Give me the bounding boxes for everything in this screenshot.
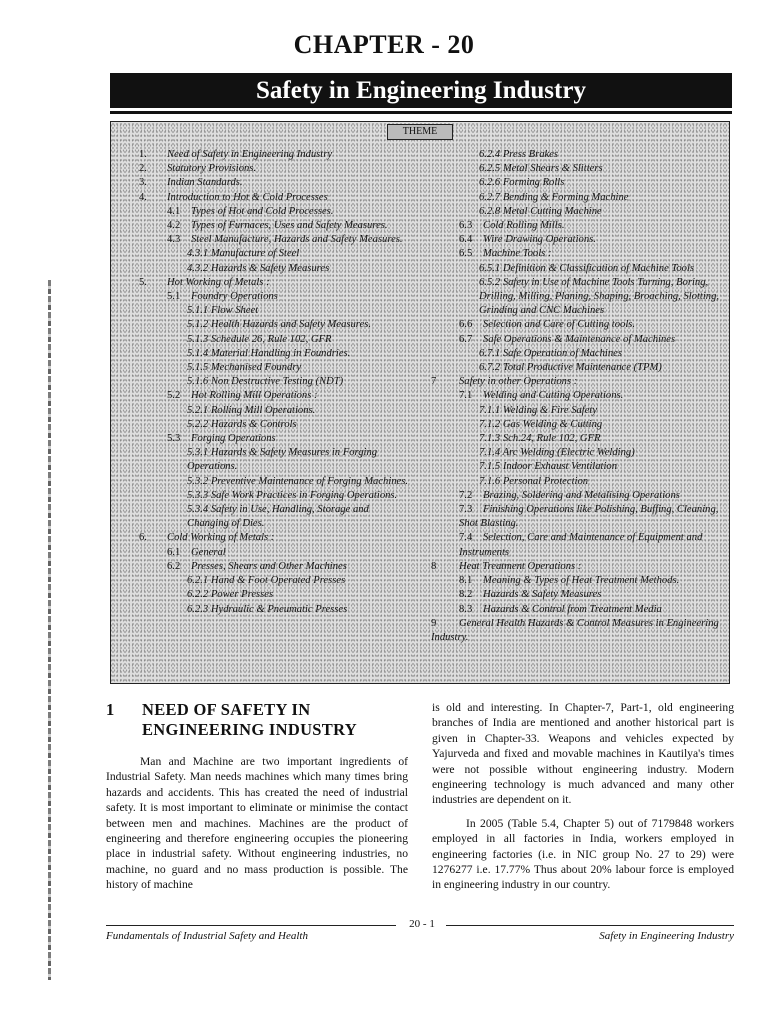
theme-item [139,475,409,489]
section-number: 1 [106,700,115,719]
theme-item [139,503,409,531]
theme-item-text: Selection, Care and Maintenance of Equipment and Instruments [459,532,703,558]
theme-item-text: Safety in other Operations : [459,376,578,388]
theme-item [139,176,409,190]
theme-item [431,446,727,460]
theme-item-number: 4. [139,191,147,203]
theme-item-text: 5.1.3 Schedule 26, Rule 102, GFR [187,333,332,345]
theme-item-text: 6.2.7 Bending & Forming Machine [479,191,629,203]
theme-item-number: 7 [431,376,437,388]
theme-item-text: Types of Furnaces, Uses and Safety Measures. [191,220,388,232]
theme-item-text: Foundry Operations [191,291,278,303]
theme-item-text: Hazards & Safety Measures [483,589,602,601]
theme-item [431,503,727,531]
theme-item [431,531,727,559]
theme-item [431,191,727,205]
theme-item-text: General [191,546,226,558]
theme-item [139,304,409,318]
theme-item-text: Selection and Care of Cutting tools. [483,319,636,331]
theme-item-text: 6.2.5 Metal Shears & Slitters [479,163,603,175]
theme-item [431,347,727,361]
theme-item [139,588,409,602]
theme-item-text: 7.1.3 Sch.24, Rule 102, GFR [479,433,601,445]
theme-item-number: 6.4 [459,234,473,246]
theme-item-text: Brazing, Soldering and Metalising Operations [483,489,680,501]
footer-rule-left [106,925,396,926]
theme-item [431,361,727,375]
theme-item [139,446,409,474]
theme-item-text: Steel Manufacture, Hazards and Safety Measures. [191,234,403,246]
theme-item-text: 6.5.1 Definition & Classification of Machine Tools [479,262,695,274]
theme-item-text: Presses, Shears and Other Machines [191,560,347,572]
theme-item [431,404,727,418]
theme-item-number: 8.2 [459,589,473,601]
theme-item-text: Hot Rolling Mill Operations : [191,390,318,402]
theme-item-text: Statutory Provisions. [167,163,257,175]
theme-item-text: 7.1.1 Welding & Fire Safety [479,404,598,416]
theme-item-number: 5.3 [167,433,181,445]
theme-item-text: 5.1.2 Health Hazards and Safety Measures. [187,319,371,331]
theme-item [139,531,409,545]
theme-item-number: 3. [139,177,147,189]
theme-item-text: Forging Operations [191,433,276,445]
theme-item-text: Machine Tools : [483,248,552,260]
theme-item-number: 6.5 [459,248,473,260]
theme-item [139,233,409,247]
theme-item [139,603,409,617]
theme-item-text: Need of Safety in Engineering Industry [167,149,333,160]
theme-item-text: 6.7.2 Total Productive Maintenance (TPM) [479,362,662,374]
theme-item-number: 1. [139,149,147,160]
body-column-right [432,700,734,893]
footer-chapter-title: Safety in Engineering Industry [599,930,734,942]
theme-item-text: 6.5.2 Safety in Use of Machine Tools Turning, Boring, Drilling, Milling, Planing, Shaping, Broaching, Slotting, Grinding and CNC Machines [479,276,720,317]
theme-item-text: 7.1.4 Arc Welding (Electric Welding) [479,447,635,459]
theme-item-number: 5. [139,276,147,288]
theme-item-text: Finishing Operations like Polishing, Buffing, Cleaning, Shot Blasting. [459,504,719,530]
footer-rule-right [446,925,734,926]
theme-item [139,333,409,347]
theme-item-text: 7.1.2 Gas Welding & Cutting [479,418,603,430]
footer-book-title: Fundamentals of Industrial Safety and Health [106,930,308,942]
theme-item [139,276,409,290]
theme-item [139,191,409,205]
theme-item [139,247,409,261]
theme-item [431,617,727,645]
theme-item-number: 5.2 [167,390,181,402]
section-title: NEED OF SAFETY IN ENGINEERING INDUSTRY [142,700,357,739]
theme-item-text: Wire Drawing Operations. [483,234,596,246]
theme-item [431,219,727,233]
theme-item [431,588,727,602]
scan-edge-artifact [48,280,51,980]
theme-item-text: Introduction to Hot & Cold Processes [167,191,328,203]
theme-item [139,546,409,560]
theme-item-text: 5.3.1 Hazards & Safety Measures in Forging Operations. [187,447,378,473]
theme-item-number: 7.4 [459,532,473,544]
body-paragraph: In 2005 (Table 5.4, Chapter 5) out of 7179848 workers employed in all factories in India, workers employed in engineering factories (i.e. in NIC group No. 27 to 29) were 1276277 i.e. 17.77% Thus about 20% labour force is employed in engineering industry in our country. [432,816,734,892]
theme-item-text: 7.1.6 Personal Protection [479,475,589,487]
theme-box [110,121,730,684]
theme-item-text: 5.3.3 Safe Work Practices in Forging Operations. [187,489,398,501]
theme-item-number: 6.1 [167,546,181,558]
theme-item-number: 4.3 [167,234,181,246]
theme-item [139,489,409,503]
theme-item-text: 5.2.2 Hazards & Controls [187,418,297,430]
theme-item [431,432,727,446]
theme-item-number: 2. [139,163,147,175]
theme-item-number: 6.3 [459,220,473,232]
theme-item [431,389,727,403]
theme-item-text: 6.7.1 Safe Operation of Machines [479,347,622,359]
theme-item-number: 6.6 [459,319,473,331]
theme-item-text: Meaning & Types of Heat Treatment Methods. [483,575,680,587]
theme-item [431,574,727,588]
theme-item-text: 5.3.2 Preventive Maintenance of Forging Machines. [187,475,409,487]
theme-item [431,560,727,574]
theme-item-number: 5.1 [167,291,181,303]
theme-item [139,418,409,432]
theme-item [431,318,727,332]
theme-item-text: 7.1.5 Indoor Exhaust Ventilation [479,461,618,473]
theme-item-text: 6.2.2 Power Presses [187,589,274,601]
theme-item-text: 5.2.1 Rolling Mill Operations. [187,404,316,416]
theme-item [139,318,409,332]
theme-item-number: 8.3 [459,603,473,615]
theme-label: THEME [387,124,453,140]
body-paragraph: Man and Machine are two important ingredients of Industrial Safety. Man needs machines which many times bring hazards and accidents. This has created the need of industrial safety. It is most important to eliminate or minimise the contact between men and machines. Machines are the product of engineering and therefore engineering occupies the pioneering place in industrial safety. Without engineering industries, no machine, no guard and no mass production is possible. The history of machine [106,755,408,892]
theme-item [431,603,727,617]
theme-item-text: 5.1.4 Material Handling in Foundries. [187,347,351,359]
theme-item-number: 7.2 [459,489,473,501]
theme-item [431,460,727,474]
theme-item [431,375,727,389]
theme-item [139,205,409,219]
theme-item [139,375,409,389]
theme-item [431,247,727,261]
body-paragraph: is old and interesting. In Chapter-7, Part-1, old engineering branches of India are mentioned and another historical part is given in Chapter-33. Weapons and vehicles expected by Yajurveda and fixed and movable machines in Kautilya's times were not possible without engineering industry. Modern engineering technology is much advanced and many other industries are dependent on it. [432,701,734,807]
theme-item [431,162,727,176]
theme-item [139,404,409,418]
theme-item-text: 6.2.1 Hand & Foot Operated Presses [187,575,346,587]
theme-item-text: 5.3.4 Safety in Use, Handling, Storage and Changing of Dies. [187,504,369,530]
theme-item-text: 5.1.6 Non Destructive Testing (NDT) [187,376,344,388]
theme-item [139,162,409,176]
theme-item-text: Safe Operations & Maintenance of Machines [483,333,676,345]
theme-item-text: 5.1.1 Flow Sheet [187,305,259,317]
theme-item-text: General Health Hazards & Control Measures in Engineering Industry. [431,617,719,643]
theme-item [139,574,409,588]
theme-item-number: 9 [431,617,437,629]
theme-item [431,176,727,190]
theme-item-text: 6.2.3 Hydraulic & Pneumatic Presses [187,603,348,615]
theme-item [431,276,727,319]
theme-item [431,418,727,432]
theme-item-number: 6.7 [459,333,473,345]
body-column-left [106,754,408,893]
theme-item-text: Indian Standards. [167,177,243,189]
theme-item-text: 6.2.8 Metal Cutting Machine [479,205,602,217]
theme-item-text: Cold Working of Metals : [167,532,275,544]
chapter-label: CHAPTER - 20 [293,30,475,59]
theme-item-text: Hot Working of Metals : [167,276,270,288]
theme-item [139,389,409,403]
theme-item [431,205,727,219]
theme-item-number: 8.1 [459,575,473,587]
chapter-title: Safety in Engineering Industry [110,73,732,111]
theme-item [431,475,727,489]
theme-item [139,361,409,375]
theme-item [139,432,409,446]
theme-item [431,148,727,162]
theme-item [139,290,409,304]
theme-item-number: 8 [431,560,437,572]
theme-item-text: 5.1.5 Mechanised Foundry [187,362,302,374]
theme-item-text: 4.3.1 Manufacture of Steel [187,248,300,260]
theme-item-text: 6.2.4 Press Brakes [479,149,559,160]
theme-item-number: 6. [139,532,147,544]
theme-item [431,262,727,276]
theme-item [139,219,409,233]
theme-item-text: Cold Rolling Mills. [483,220,565,232]
theme-item-text: Hazards & Control from Treatment Media [483,603,662,615]
theme-item-text: Welding and Cutting Operations. [483,390,624,402]
theme-item-number: 7.1 [459,390,473,402]
theme-item-text: 4.3.2 Hazards & Safety Measures [187,262,330,274]
theme-item [139,347,409,361]
theme-item-number: 4.2 [167,220,181,232]
theme-column-right [431,148,727,645]
theme-item-number: 7.3 [459,504,473,516]
theme-item [139,262,409,276]
theme-column-left [139,148,409,617]
theme-item-text: Heat Treatment Operations : [459,560,582,572]
theme-item [139,560,409,574]
theme-item [431,233,727,247]
theme-item [431,489,727,503]
theme-item-number: 6.2 [167,560,181,572]
theme-item-text: Types of Hot and Cold Processes. [191,205,334,217]
theme-item [431,333,727,347]
theme-item-text: 6.2.6 Forming Rolls [479,177,565,189]
theme-item-number: 4.1 [167,205,181,217]
theme-item [139,148,409,162]
page-number: 20 - 1 [409,918,435,930]
